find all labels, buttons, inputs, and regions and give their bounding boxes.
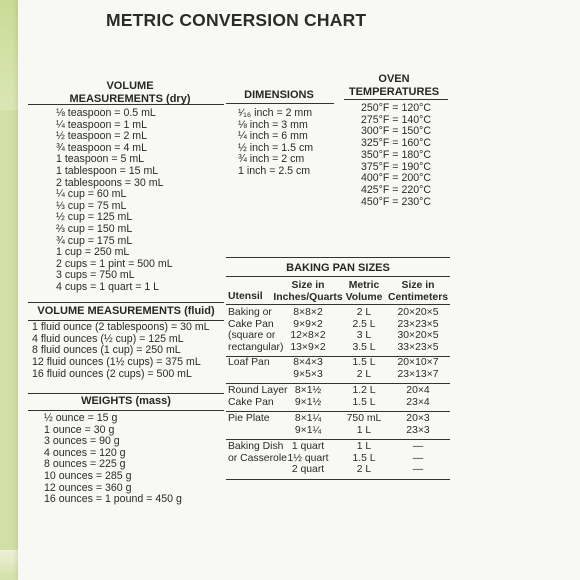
volume-fluid-list: [32, 322, 210, 381]
oven-heading-line2: TEMPERATURES: [348, 86, 440, 98]
oven-temperature-item: 275°F = 140°C: [360, 113, 432, 126]
pan-cm-cell: 20×10×7: [397, 357, 439, 368]
pan-cm-cell: 20×3: [406, 413, 430, 424]
pan-inches-cell: 1 quart: [291, 441, 325, 452]
baking-pans-top-rule: [226, 257, 450, 258]
pan-inches-cell: 9×5×3: [293, 368, 323, 380]
volume-dry-rule: [28, 104, 224, 105]
weight-item: 3 ounces = 90 g: [44, 435, 120, 448]
volume-dry-item: 2 tablespoons = 30 mL: [56, 176, 164, 189]
oven-heading-line1: OVEN: [378, 73, 410, 85]
pan-inches-cell: 1½ quart: [287, 452, 329, 464]
weight-item: 12 ounces = 360 g: [44, 481, 132, 494]
volume-fluid-heading: VOLUME MEASUREMENTS (fluid): [37, 305, 215, 317]
pan-utensil-label: Baking Dish: [228, 441, 284, 452]
oven-list: [348, 103, 444, 208]
pan-metric-cell: 1.2 L: [352, 385, 376, 396]
pan-inches-cell: 9×9×2: [293, 318, 323, 330]
pan-metric-cell: 1 L: [356, 441, 372, 452]
pan-cm-cell: —: [412, 441, 424, 452]
baking-pans-heading: BAKING PAN SIZES: [286, 262, 390, 274]
weights-rule: [28, 410, 224, 411]
pan-metric-cell: 2 L: [356, 464, 372, 476]
pan-metric-cell: 2 L: [356, 368, 372, 380]
page-title: METRIC CONVERSION CHART: [106, 10, 367, 30]
pan-utensil-label: (square or: [228, 330, 276, 342]
oven-temperature-item: 425°F = 220°C: [360, 183, 432, 196]
volume-fluid-item: 12 fluid ounces (1½ cups) = 375 mL: [32, 356, 201, 369]
baking-pans-heading-rule: [226, 276, 450, 277]
baking-pans-header-rule: [226, 304, 450, 305]
volume-dry-item: 1 cup = 250 mL: [56, 246, 130, 259]
volume-dry-heading-line2: MEASUREMENTS (dry): [69, 93, 191, 105]
weights-heading: WEIGHTS (mass): [81, 395, 171, 407]
pan-utensil-label: Pie Plate: [228, 413, 270, 424]
dimensions-heading: DIMENSIONS: [244, 89, 314, 101]
volume-dry-item: ¼ teaspoon = 1 mL: [56, 118, 147, 131]
chart-page: [18, 0, 580, 580]
pan-utensil-label: rectangular): [228, 341, 284, 353]
pan-cm-cell: 20×20×5: [397, 307, 439, 318]
weights-top-rule: [28, 393, 224, 394]
pan-inches-cell: 13×9×2: [290, 341, 326, 353]
pan-metric-cell: 1.5 L: [352, 396, 376, 408]
oven-temperature-item: 450°F = 230°C: [360, 195, 432, 208]
oven-temperature-item: 375°F = 190°C: [360, 160, 432, 173]
pan-cm-cell: 23×13×7: [397, 368, 439, 380]
volume-fluid-item: 4 fluid ounces (½ cup) = 125 mL: [32, 332, 184, 345]
volume-dry-heading-line1: VOLUME: [106, 80, 154, 92]
pan-utensil-label: Loaf Pan: [228, 357, 270, 368]
pan-metric-cell: 2.5 L: [352, 318, 376, 330]
pan-inches-cell: 2 quart: [291, 464, 325, 476]
volume-dry-heading: [34, 80, 226, 106]
column-header-cm-line1: Size in: [401, 280, 435, 291]
volume-fluid-item: 1 fluid ounce (2 tablespoons) = 30 mL: [32, 321, 210, 333]
dimension-item: ½ inch = 1.5 cm: [238, 141, 314, 154]
pan-inches-cell: 8×8×2: [293, 307, 323, 318]
volume-dry-item: 3 cups = 750 mL: [56, 269, 135, 282]
dimensions-rule: [226, 103, 334, 104]
pan-cm-cell: 23×4: [406, 396, 430, 408]
volume-dry-item: ¾ teaspoon = 4 mL: [56, 141, 147, 154]
dimension-item: ¹⁄₁₆ inch = 2 mm: [238, 107, 313, 119]
volume-dry-item: ½ cup = 125 mL: [56, 211, 133, 224]
weight-item: 4 ounces = 120 g: [44, 446, 126, 459]
pan-metric-cell: 1.5 L: [352, 357, 376, 368]
pan-cm-cell: —: [412, 452, 424, 464]
volume-dry-item: ¼ cup = 60 mL: [56, 188, 127, 201]
pan-inches-cell: 8×1½: [294, 385, 322, 396]
pan-inches-cell: 12×8×2: [290, 330, 326, 342]
oven-temperature-item: 250°F = 120°C: [360, 102, 432, 114]
dimension-item: ¼ inch = 6 mm: [238, 130, 308, 143]
baking-pans-group-rule: [226, 479, 450, 480]
column-header-metric-line2: Volume: [345, 291, 383, 303]
pan-cm-cell: 23×3: [406, 424, 430, 436]
pan-inches-cell: 8×4×3: [293, 357, 323, 368]
pan-metric-cell: 1 L: [356, 424, 372, 436]
column-header-cm: [384, 280, 452, 303]
pan-cm-cell: 20×4: [406, 385, 430, 396]
column-header-inches-line1: Size in: [291, 280, 325, 291]
oven-temperature-item: 400°F = 200°C: [360, 172, 432, 185]
pan-inches-cell: 8×1¼: [294, 413, 322, 424]
dimensions-list: [238, 108, 313, 178]
volume-fluid-top-rule: [28, 302, 224, 303]
pan-cm-cell: 33×23×5: [397, 341, 439, 353]
oven-temperature-item: 300°F = 150°C: [360, 125, 432, 138]
weight-item: 8 ounces = 225 g: [44, 458, 126, 471]
volume-dry-item: 4 cups = 1 quart = 1 L: [56, 280, 160, 293]
column-header-metric-line1: Metric: [348, 280, 380, 291]
volume-dry-item: ⅔ cup = 150 mL: [56, 222, 133, 235]
pan-metric-cell: 1.5 L: [352, 452, 376, 464]
volume-dry-item: 1 teaspoon = 5 mL: [56, 153, 145, 166]
volume-dry-item: 1 tablespoon = 15 mL: [56, 164, 159, 177]
oven-heading: [340, 73, 448, 99]
pan-inches-cell: 9×1½: [294, 396, 322, 408]
volume-dry-item: ⅛ teaspoon = 0.5 mL: [56, 107, 156, 119]
weight-item: 1 ounce = 30 g: [44, 423, 115, 436]
volume-dry-item: 2 cups = 1 pint = 500 mL: [56, 257, 173, 270]
column-header-utensil: Utensil: [228, 291, 263, 302]
oven-temperature-item: 350°F = 180°C: [360, 148, 432, 161]
pan-utensil-label: Round Layer: [228, 385, 288, 396]
pan-cm-cell: 23×23×5: [397, 318, 439, 330]
column-header-metric: [342, 280, 386, 303]
dimension-item: ⅛ inch = 3 mm: [238, 118, 308, 131]
volume-fluid-item: 16 fluid ounces (2 cups) = 500 mL: [32, 367, 192, 380]
pan-metric-cell: 3.5 L: [352, 341, 376, 353]
pan-cm-cell: 30×20×5: [397, 330, 439, 342]
pan-utensil-label: Cake Pan: [228, 318, 274, 330]
weight-item: 16 ounces = 1 pound = 450 g: [44, 493, 182, 506]
oven-temperature-item: 325°F = 160°C: [360, 137, 432, 150]
weights-list: [44, 413, 182, 506]
volume-fluid-item: 8 fluid ounces (1 cup) = 250 mL: [32, 344, 181, 357]
pan-utensil-label: Cake Pan: [228, 396, 274, 408]
dimension-item: ¾ inch = 2 cm: [238, 153, 305, 166]
pan-metric-cell: 750 mL: [346, 413, 382, 424]
volume-dry-item: ½ teaspoon = 2 mL: [56, 130, 147, 143]
column-header-inches: [270, 280, 346, 303]
pan-cm-cell: —: [412, 464, 424, 476]
pan-metric-cell: 3 L: [356, 330, 372, 342]
column-header-inches-line2: Inches/Quarts: [273, 291, 343, 303]
pan-inches-cell: 9×1¼: [294, 424, 322, 436]
volume-dry-item: ¾ cup = 175 mL: [56, 234, 133, 247]
oven-rule: [344, 99, 448, 100]
pan-utensil-label: or Casserole: [228, 452, 287, 464]
volume-dry-item: ⅓ cup = 75 mL: [56, 199, 127, 212]
pan-utensil-label: Baking or: [228, 307, 272, 318]
column-header-cm-line2: Centimeters: [387, 291, 449, 303]
volume-dry-list: [56, 108, 173, 294]
pan-metric-cell: 2 L: [356, 307, 372, 318]
dimension-item: 1 inch = 2.5 cm: [238, 164, 311, 177]
weight-item: 10 ounces = 285 g: [44, 469, 132, 482]
weight-item: ½ ounce = 15 g: [44, 412, 118, 424]
